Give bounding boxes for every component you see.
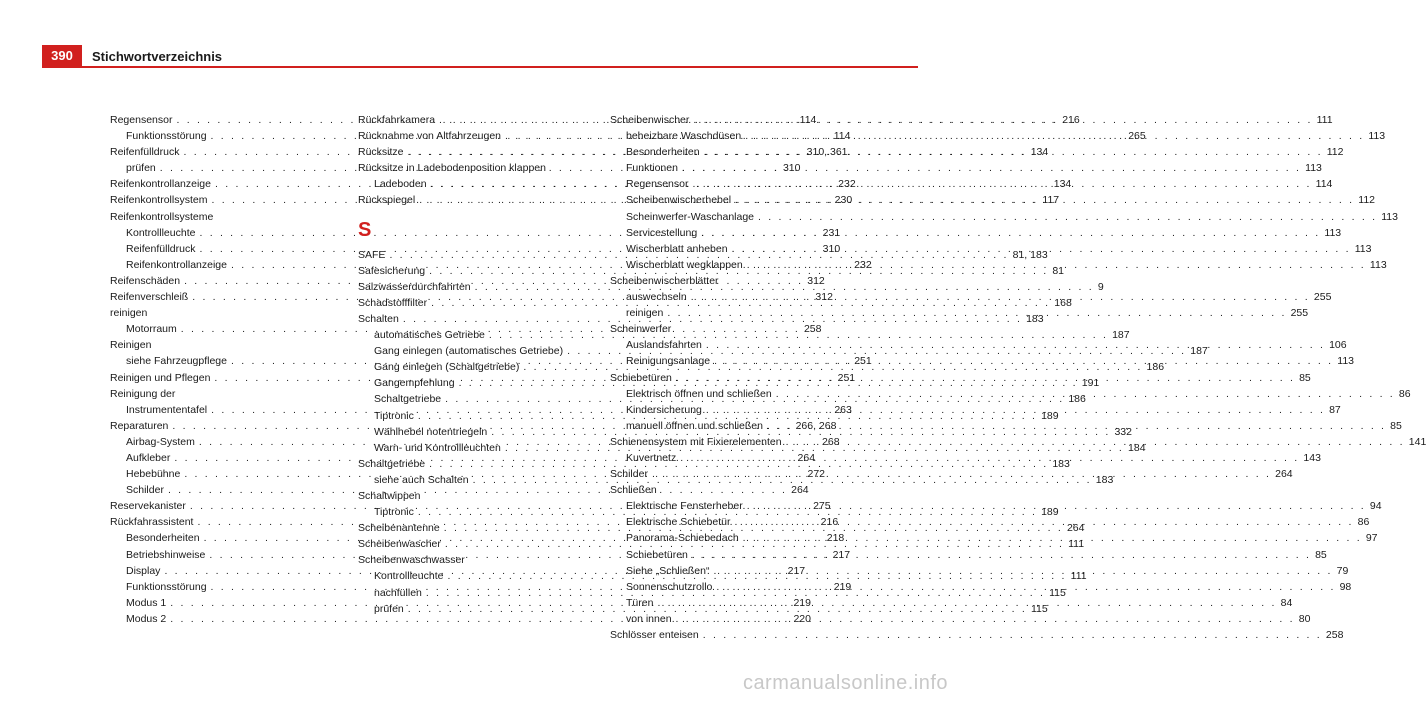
entry-page: 272 xyxy=(807,468,826,481)
entry-label: auswechseln xyxy=(626,291,687,304)
dot-leader xyxy=(713,563,1332,579)
entry-label: Schaltgetriebe xyxy=(358,457,426,470)
entry-label: SAFE xyxy=(358,248,386,261)
entry-page: 106 xyxy=(1329,339,1347,352)
dot-leader xyxy=(786,434,1405,450)
entry-page: 187 xyxy=(1112,329,1130,342)
entry-page: 187 xyxy=(1190,345,1208,358)
entry-page: 310, 361 xyxy=(806,146,848,159)
entry-label: nachfüllen xyxy=(374,586,422,599)
index-subentry xyxy=(610,225,1342,241)
entry-page: 85 xyxy=(1390,419,1402,432)
entry-label: Wischerblatt anheben xyxy=(626,242,728,255)
entry-label: Reifenfülldruck xyxy=(110,146,180,159)
index-heading: Scheibenwaschwasser xyxy=(358,554,465,567)
entry-label: Reifenkontrollanzeige xyxy=(126,258,227,271)
entry-page: 264 xyxy=(1066,522,1085,535)
entry-page: 81 xyxy=(1052,264,1065,277)
index-heading: Schließen xyxy=(610,484,657,497)
entry-label: Reservekanister xyxy=(110,500,186,513)
dot-leader xyxy=(714,353,1333,369)
entry-label: Airbag-System xyxy=(126,435,195,448)
entry-page: 258 xyxy=(803,323,822,336)
entry-label: Panorama-Schiebedach xyxy=(626,532,739,545)
entry-label: prüfen xyxy=(374,602,404,615)
entry-label: Reifenfülldruck xyxy=(126,242,196,255)
entry-label: Auslandsfahrten xyxy=(626,339,702,352)
dot-leader xyxy=(692,547,1311,563)
dot-leader xyxy=(657,595,1276,611)
entry-page: 217 xyxy=(832,548,851,561)
entry-page: 113 xyxy=(1324,226,1342,239)
entry-label: Reifenkontrollanzeige xyxy=(110,178,211,191)
index-heading: Reinigen xyxy=(110,339,152,352)
entry-page: 312 xyxy=(807,274,825,287)
entry-page: 184 xyxy=(1128,441,1146,454)
entry-label: Schiebetüren xyxy=(626,548,688,561)
entry-label: Schlösser enteisen xyxy=(610,629,699,641)
entry-label: Regensensor xyxy=(110,114,173,126)
entry-label: Reparaturen xyxy=(110,419,169,432)
dot-leader xyxy=(743,530,1362,546)
entry-page: 114 xyxy=(799,114,817,126)
page-number: 390 xyxy=(42,45,82,67)
entry-label: Regensensor xyxy=(626,178,689,191)
entry-label: Modus 1 xyxy=(126,596,167,609)
entry-page: 113 xyxy=(1369,258,1387,271)
dot-leader xyxy=(758,209,1377,225)
entry-label: Siehe „Schließen“ xyxy=(626,564,710,577)
index-subentry xyxy=(610,209,1398,225)
dot-leader xyxy=(693,112,1312,128)
dot-leader xyxy=(676,370,1295,386)
entry-label: manuell öffnen und schließen xyxy=(626,419,763,432)
entry-page: 85 xyxy=(1315,548,1327,561)
index-subentry xyxy=(610,611,1311,627)
entry-page: 332 xyxy=(1114,425,1132,438)
entry-label: Reifenkontrollsystem xyxy=(110,194,208,207)
entry-label: Reinigungsanlage xyxy=(626,355,711,368)
entry-page: 232 xyxy=(838,178,856,191)
entry-page: 143 xyxy=(1303,451,1321,464)
entry-label: von innen xyxy=(626,612,672,625)
entry-page: 219 xyxy=(833,580,852,593)
entry-label: Safesicherung xyxy=(358,264,426,277)
entry-label: Instrumententafel xyxy=(126,403,208,416)
entry-label: Gang einlegen (automatisches Getriebe) xyxy=(374,345,564,358)
entry-label: Modus 2 xyxy=(126,612,167,625)
entry-label: Tiptronic xyxy=(374,409,414,422)
entry-label: Schiebetüren xyxy=(610,371,672,384)
entry-label: reinigen xyxy=(626,307,664,320)
entry-page: 265 xyxy=(1128,130,1146,143)
entry-page: 275 xyxy=(813,500,831,513)
index-heading: reinigen xyxy=(110,307,148,320)
entry-label: Rückfahrassistent xyxy=(110,516,194,529)
entry-label: Rückspiegel xyxy=(358,194,416,207)
entry-page: 98 xyxy=(1339,580,1352,593)
entry-label: prüfen xyxy=(126,162,156,175)
index-subentry xyxy=(610,160,1322,176)
entry-label: Schilder xyxy=(610,468,648,481)
entry-page: 231 xyxy=(822,226,841,239)
dot-leader xyxy=(692,176,1311,192)
entry-page: 216 xyxy=(820,516,839,529)
entry-page: 258 xyxy=(1325,629,1344,641)
entry-label: Schalten xyxy=(358,312,399,325)
index-heading: Reinigung der xyxy=(110,387,176,400)
index-heading: Scheibenwischerblätter xyxy=(610,274,719,287)
entry-page: 115 xyxy=(1030,602,1048,615)
entry-page: 218 xyxy=(826,532,845,545)
entry-label: Warn- und Kontrollleuchten xyxy=(374,441,501,454)
entry-label: Rücknahme von Altfahrzeugen xyxy=(358,130,502,143)
entry-page: 183 xyxy=(1052,457,1070,470)
entry-label: Elektrisch öffnen und schließen xyxy=(626,387,772,400)
entry-page: 310 xyxy=(782,162,801,175)
entry-label: Besonderheiten xyxy=(626,146,700,159)
entry-label: Tiptronic xyxy=(374,506,414,519)
entry-page: 216 xyxy=(1062,114,1080,126)
entry-label: Kontrollleuchte xyxy=(126,226,196,239)
entry-page: 111 xyxy=(1068,538,1085,551)
dot-leader xyxy=(747,498,1366,514)
index-subentry xyxy=(610,547,1327,563)
entry-page: 87 xyxy=(1329,403,1341,416)
entry-page: 232 xyxy=(854,258,872,271)
dot-leader xyxy=(691,289,1310,305)
index-heading: Rücksitze in Ladebodenposition klappen xyxy=(358,162,546,175)
entry-page: 112 xyxy=(1358,194,1376,207)
entry-label: Wischerblatt wegklappen xyxy=(626,258,743,271)
entry-page: 264 xyxy=(797,451,816,464)
entry-label: Servicestellung xyxy=(626,226,698,239)
dot-leader xyxy=(667,305,1286,321)
entry-page: 251 xyxy=(837,371,856,384)
entry-label: Funktionen xyxy=(626,162,678,175)
entry-label: Salzwasserdurchfahrten xyxy=(358,280,471,293)
entry-label: Funktionsstörung xyxy=(126,130,207,143)
entry-label: beheizbare Waschdüsen xyxy=(626,130,742,143)
header-rule xyxy=(42,66,918,68)
entry-page: 114 xyxy=(833,130,851,143)
dot-leader xyxy=(735,192,1354,208)
entry-page: 117 xyxy=(1042,194,1060,207)
entry-label: Schadstofffilter xyxy=(358,296,428,309)
entry-label: Reinigen und Pflegen xyxy=(110,371,211,384)
entry-label: Wählhebel notentriegeln xyxy=(374,425,488,438)
entry-page: 134 xyxy=(1053,178,1072,191)
entry-page: 312 xyxy=(815,291,833,304)
entry-page: 113 xyxy=(1381,210,1398,223)
index-entry xyxy=(610,627,1344,643)
entry-page: 264 xyxy=(1275,468,1293,481)
entry-page: 97 xyxy=(1365,532,1378,545)
dot-leader xyxy=(734,514,1353,530)
entry-label: Elektrische Schiebetür xyxy=(626,516,731,529)
entry-page: 263 xyxy=(834,403,852,416)
entry-label: Kontrollleuchte xyxy=(374,570,444,583)
entry-page: 219 xyxy=(793,596,811,609)
entry-label: Gang einlegen (Schaltgetriebe) xyxy=(374,361,520,374)
entry-label: Kuvertnetz xyxy=(626,451,677,464)
dot-leader xyxy=(701,225,1320,241)
entry-page: 191 xyxy=(1081,377,1100,390)
entry-page: 113 xyxy=(1368,130,1386,143)
entry-label: Rückfahrkamera xyxy=(358,114,436,126)
dot-leader xyxy=(706,337,1325,353)
entry-page: 111 xyxy=(1316,114,1333,126)
entry-label: Rücksitze xyxy=(358,146,404,159)
entry-page: 183 xyxy=(1095,473,1114,486)
entry-label: Motorraum xyxy=(126,323,177,336)
entry-page: 189 xyxy=(1041,409,1059,422)
entry-label: siehe Fahrzeugpflege xyxy=(126,355,227,368)
entry-page: 112 xyxy=(1326,146,1344,159)
entry-page: 255 xyxy=(1313,291,1332,304)
entry-page: 113 xyxy=(1305,162,1322,175)
page-title: Stichwortverzeichnis xyxy=(92,49,223,64)
index-heading: Scheinwerfer xyxy=(610,323,672,336)
entry-page: 220 xyxy=(793,612,811,625)
entry-page: 217 xyxy=(787,564,806,577)
dot-leader xyxy=(704,144,1323,160)
entry-label: Schaltgetriebe xyxy=(374,393,442,406)
entry-label: Hebebühne xyxy=(126,468,181,481)
dot-leader xyxy=(676,611,1295,627)
entry-label: Scheibenwascher xyxy=(358,538,441,551)
entry-page: 141 xyxy=(1408,435,1426,448)
entry-label: Besonderheiten xyxy=(126,532,200,545)
entry-page: 115 xyxy=(1049,586,1066,599)
entry-page: 84 xyxy=(1280,596,1293,609)
entry-page: 264 xyxy=(791,484,809,497)
index-heading: Reifenkontrollsysteme xyxy=(110,210,214,223)
entry-page: 134 xyxy=(1030,146,1049,159)
entry-label: Scheibenwischerhebel xyxy=(626,194,732,207)
dot-leader xyxy=(682,160,1301,176)
watermark: carmanualsonline.info xyxy=(742,672,948,694)
entry-label: Kindersicherung xyxy=(626,403,702,416)
dot-leader xyxy=(680,450,1299,466)
entry-page: 81, 183 xyxy=(1012,248,1048,261)
entry-label: Funktionsstörung xyxy=(126,580,207,593)
entry-page: 183 xyxy=(1026,312,1044,325)
entry-page: 86 xyxy=(1398,387,1411,400)
entry-page: 186 xyxy=(1068,393,1086,406)
entry-label: Schilder xyxy=(126,484,164,497)
entry-page: 168 xyxy=(1054,296,1072,309)
entry-page: 79 xyxy=(1336,564,1349,577)
entry-label: Elektrische Fensterheber xyxy=(626,500,743,513)
index-heading: Schaltwippen xyxy=(358,489,421,502)
entry-label: Türen xyxy=(626,596,654,609)
entry-label: automatisches Getriebe xyxy=(374,329,485,342)
entry-page: 266, 268 xyxy=(795,419,837,432)
entry-label: Aufkleber xyxy=(126,451,171,464)
dot-leader xyxy=(745,128,1364,144)
entry-label: Scheibenantenne xyxy=(358,522,440,535)
entry-page: 9 xyxy=(1097,280,1104,293)
entry-page: 113 xyxy=(1337,355,1355,368)
entry-label: siehe auch Schalten xyxy=(374,473,469,486)
entry-label: Sonnenschutzrollo xyxy=(626,580,713,593)
dot-leader xyxy=(767,418,1386,434)
entry-label: Schienensystem mit Fixierelementen xyxy=(610,435,782,448)
dot-leader xyxy=(706,402,1325,418)
entry-page: 268 xyxy=(822,435,840,448)
entry-page: 251 xyxy=(854,355,872,368)
entry-label: Reifenschäden xyxy=(110,274,181,287)
dot-leader xyxy=(716,579,1335,595)
entry-page: 189 xyxy=(1041,506,1059,519)
entry-page: 94 xyxy=(1369,500,1382,513)
entry-page: 255 xyxy=(1290,307,1309,320)
entry-label: Reifenverschleiß xyxy=(110,291,189,304)
dot-leader xyxy=(776,386,1395,402)
entry-page: 85 xyxy=(1299,371,1311,384)
entry-label: Display xyxy=(126,564,161,577)
entry-page: 113 xyxy=(1354,242,1372,255)
entry-page: 80 xyxy=(1298,612,1311,625)
entry-label: Scheibenwischer xyxy=(610,114,690,126)
dot-leader xyxy=(732,241,1351,257)
entry-page: 310 xyxy=(822,242,841,255)
entry-label: Betriebshinweise xyxy=(126,548,206,561)
entry-page: 114 xyxy=(1315,178,1333,191)
section-letter: S xyxy=(358,218,372,241)
entry-page: 111 xyxy=(1070,570,1087,583)
entry-page: 230 xyxy=(834,194,853,207)
dot-leader xyxy=(703,627,1322,643)
entry-page: 186 xyxy=(1146,361,1165,374)
entry-page: 86 xyxy=(1357,516,1370,529)
dot-leader xyxy=(747,257,1366,273)
entry-label: Ladeboden xyxy=(374,178,427,191)
entry-label: Gangempfehlung xyxy=(374,377,455,390)
dot-leader xyxy=(652,466,1271,482)
entry-label: Scheinwerfer-Waschanlage xyxy=(626,210,755,223)
